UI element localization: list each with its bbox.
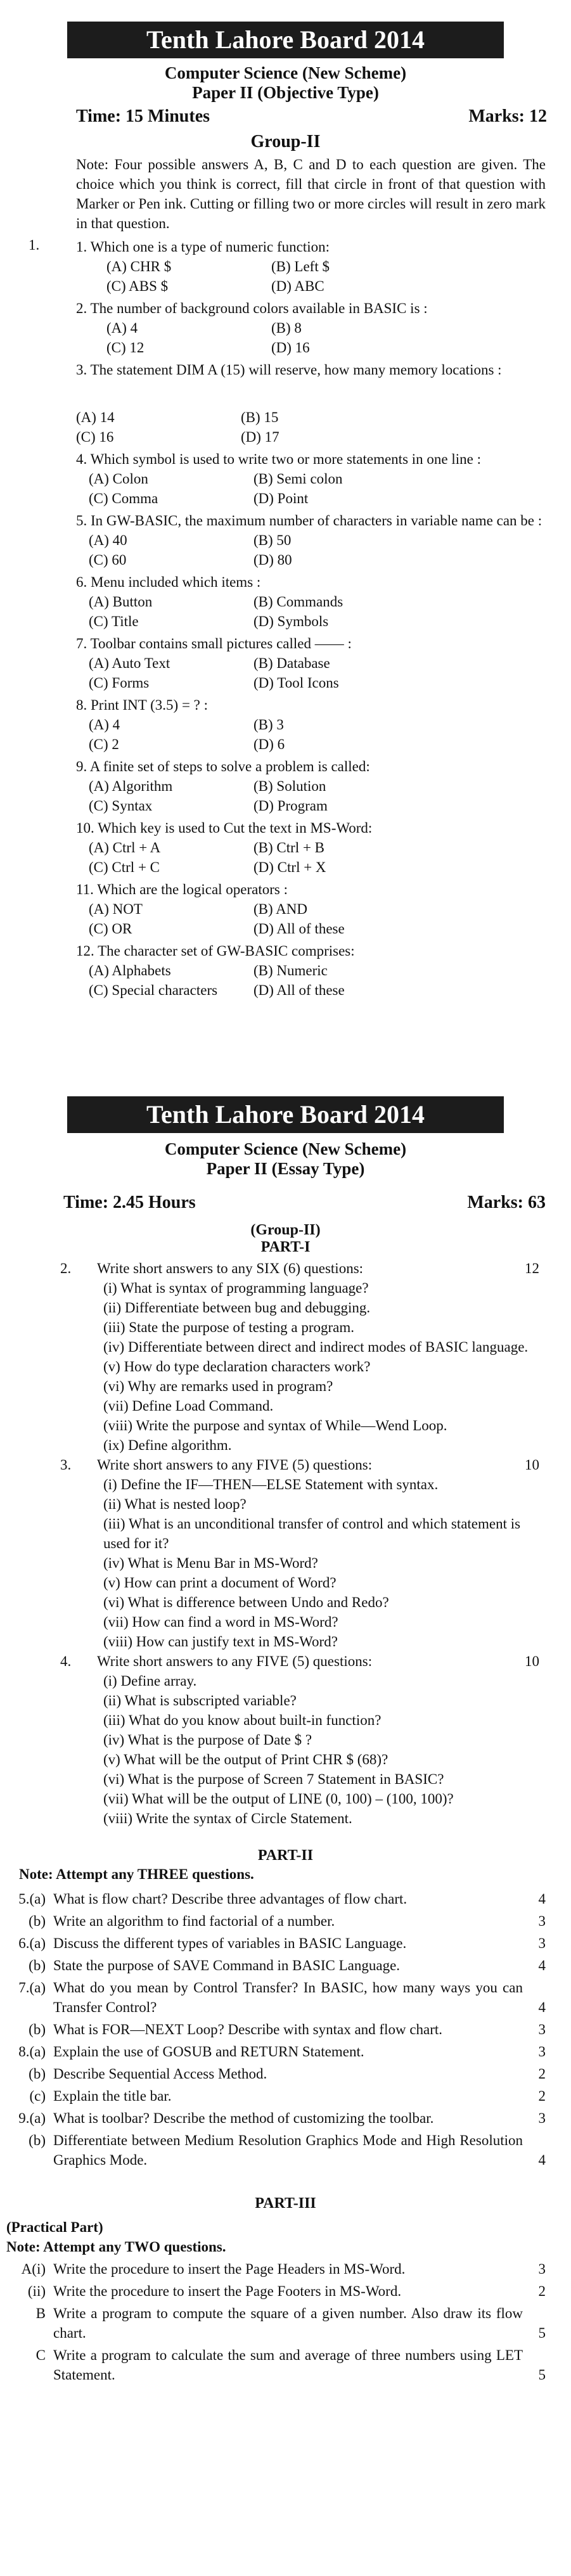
mcq-option: (A) Algorithm bbox=[89, 778, 173, 794]
short-question-item: (vi) What is difference between Undo and Redo? bbox=[103, 1594, 389, 1610]
mcq-options bbox=[89, 899, 546, 939]
practical-question-marks: 5 bbox=[538, 2367, 546, 2383]
mcq-item bbox=[76, 818, 546, 877]
long-question bbox=[6, 2131, 546, 2170]
practical-question-text: Write a program to calculate the sum and average of three numbers using LET Statement. bbox=[53, 2347, 523, 2383]
practical-question-number: C bbox=[35, 2347, 46, 2363]
mcq-option: (D) Tool Icons bbox=[253, 675, 339, 691]
mcq-question-text: 8. Print INT (3.5) = ? : bbox=[76, 697, 209, 713]
mcq-option: (D) All of these bbox=[253, 921, 345, 937]
mcq-question-text: 2. The number of background colors available in BASIC is : bbox=[76, 300, 428, 316]
mcq-option: (B) Ctrl + B bbox=[253, 840, 325, 855]
essay-group: (Group-II) bbox=[250, 1222, 321, 1238]
short-question-item: (iii) What is an unconditional transfer of control and which statement is used for it? bbox=[103, 1516, 521, 1551]
short-question-item: (iv) What is Menu Bar in MS-Word? bbox=[103, 1555, 318, 1571]
mcq-question-text: 10. Which key is used to Cut the text in MS-Word: bbox=[76, 820, 373, 836]
long-question bbox=[6, 1889, 546, 1909]
short-question-item: (vi) Why are remarks used in program? bbox=[103, 1378, 333, 1394]
mcq-option: (C) 12 bbox=[106, 340, 144, 356]
objective-subject: Computer Science (New Scheme) bbox=[164, 63, 407, 82]
short-question-item: (vi) What is the purpose of Screen 7 Statement in BASIC? bbox=[103, 1771, 444, 1787]
mcq-question-text: 4. Which symbol is used to write two or more statements in one line : bbox=[76, 451, 482, 467]
short-question-item: (iii) State the purpose of testing a program. bbox=[103, 1319, 355, 1335]
short-question-item: (ix) Define algorithm. bbox=[103, 1437, 232, 1453]
long-question-number: (b) bbox=[29, 1913, 46, 1929]
practical-question bbox=[6, 2304, 546, 2343]
long-question-number: (b) bbox=[29, 2022, 46, 2037]
part-two-title: PART-II bbox=[257, 1847, 314, 1864]
mcq-option: (A) 4 bbox=[106, 320, 138, 336]
long-question-marks: 3 bbox=[538, 1913, 546, 1929]
long-question bbox=[6, 1978, 546, 2017]
mcq-options bbox=[89, 715, 546, 754]
long-question-text: Explain the title bar. bbox=[53, 2088, 172, 2104]
long-question-marks: 2 bbox=[538, 2088, 546, 2104]
mcq-option: (D) 16 bbox=[271, 340, 310, 356]
long-question-text: What do you mean by Control Transfer? In BASIC, how many ways you can Transfer Control? bbox=[53, 1980, 523, 2015]
mcq-option: (A) 4 bbox=[89, 717, 120, 733]
long-question-text: Describe Sequential Access Method. bbox=[53, 2066, 267, 2082]
mcq-question-text: 12. The character set of GW-BASIC comprises: bbox=[76, 943, 355, 959]
mcq-question-text: 6. Menu included which items : bbox=[76, 574, 261, 590]
part-three-note: Note: Attempt any TWO questions. bbox=[6, 2239, 226, 2255]
mcq-question-text: 1. Which one is a type of numeric function: bbox=[76, 239, 330, 255]
short-question-item: (i) Define the IF—THEN—ELSE Statement with syntax. bbox=[103, 1477, 439, 1492]
short-question-item: (viii) Write the purpose and syntax of While—Wend Loop. bbox=[103, 1418, 447, 1433]
practical-question-text: Write a program to compute the square of a given number. Also draw its flow chart. bbox=[53, 2305, 523, 2341]
long-question bbox=[6, 2042, 546, 2061]
mcq-option: (B) Database bbox=[253, 655, 330, 671]
short-question-2: 2. Write short answers to any SIX (6) questions: 12 bbox=[60, 1259, 539, 1278]
long-question-marks: 3 bbox=[538, 1935, 546, 1951]
long-question-marks: 3 bbox=[538, 2044, 546, 2060]
long-question-number: 7.(a) bbox=[18, 1980, 46, 1996]
objective-banner: Tenth Lahore Board 2014 bbox=[67, 22, 504, 58]
part-one-title: PART-I bbox=[260, 1239, 311, 1255]
short-question-4-marks: 10 bbox=[525, 1653, 539, 1669]
mcq-option: (C) Special characters bbox=[89, 982, 218, 998]
essay-time: Time: 2.45 Hours bbox=[63, 1193, 196, 1212]
mcq-option: (D) 6 bbox=[253, 736, 285, 752]
objective-paper: Paper II (Objective Type) bbox=[192, 83, 379, 102]
mcq-options bbox=[106, 318, 546, 357]
mcq-option: (A) Ctrl + A bbox=[89, 840, 161, 855]
long-question-text: Discuss the different types of variables in BASIC Language. bbox=[53, 1935, 407, 1951]
short-question-item: (iv) Differentiate between direct and indirect modes of BASIC language. bbox=[103, 1339, 529, 1355]
long-question-text: Explain the use of GOSUB and RETURN Statement. bbox=[53, 2044, 364, 2060]
long-question bbox=[6, 2086, 546, 2106]
practical-question-number: B bbox=[35, 2305, 46, 2321]
mcq-option: (A) Colon bbox=[89, 471, 148, 487]
practical-question bbox=[6, 2345, 546, 2385]
mcq-option: (C) Forms bbox=[89, 675, 150, 691]
mcq-option: (C) 60 bbox=[89, 552, 127, 568]
practical-question-number: (ii) bbox=[27, 2283, 46, 2299]
short-question-item: (iv) What is the purpose of Date $ ? bbox=[103, 1732, 312, 1748]
essay-subject: Computer Science (New Scheme) bbox=[164, 1139, 407, 1158]
essay-paper: Paper II (Essay Type) bbox=[206, 1159, 365, 1178]
mcq-option: (A) Button bbox=[89, 594, 153, 610]
short-question-item: (ii) What is subscripted variable? bbox=[103, 1693, 297, 1708]
long-question-marks: 3 bbox=[538, 2022, 546, 2037]
mcq-options bbox=[76, 407, 546, 447]
objective-time: Time: 15 Minutes bbox=[76, 106, 210, 126]
long-question-text: Write an algorithm to find factorial of a number. bbox=[53, 1913, 335, 1929]
practical-question-marks: 5 bbox=[538, 2325, 546, 2341]
mcq-list bbox=[29, 237, 546, 1000]
mcq-options bbox=[89, 592, 546, 631]
mcq-item bbox=[76, 360, 546, 447]
mcq-item bbox=[76, 572, 546, 631]
practical-question bbox=[6, 2259, 546, 2279]
long-question-number: (c) bbox=[29, 2088, 46, 2104]
part-three-title: PART-III bbox=[255, 2195, 316, 2212]
mcq-option: (D) Point bbox=[253, 490, 309, 506]
mcq-option: (A) CHR $ bbox=[106, 259, 172, 274]
short-question-item: (vii) How can find a word in MS-Word? bbox=[103, 1614, 338, 1630]
mcq-options bbox=[89, 653, 546, 693]
mcq-option: (A) Alphabets bbox=[89, 963, 171, 978]
mcq-option: (B) Left $ bbox=[271, 259, 330, 274]
mcq-item bbox=[76, 880, 546, 939]
long-question-marks: 4 bbox=[538, 1958, 546, 1973]
short-question-item: (i) What is syntax of programming language? bbox=[103, 1280, 369, 1296]
mcq-option: (C) Ctrl + C bbox=[89, 859, 160, 875]
mcq-option: (B) Semi colon bbox=[253, 471, 343, 487]
short-question-4: 4. Write short answers to any FIVE (5) questions: 10 bbox=[60, 1651, 539, 1671]
mcq-item bbox=[76, 695, 546, 754]
long-question-text: State the purpose of SAVE Command in BASIC Language. bbox=[53, 1958, 401, 1973]
mcq-option: (B) 50 bbox=[253, 532, 292, 548]
objective-marks: Marks: 12 bbox=[468, 106, 547, 126]
mcq-option: (B) AND bbox=[253, 901, 307, 917]
mcq-option: (B) 8 bbox=[271, 320, 302, 336]
short-question-item: (i) Define array. bbox=[103, 1673, 197, 1689]
short-question-item: (iii) What do you know about built-in function? bbox=[103, 1712, 382, 1728]
mcq-question-text: 3. The statement DIM A (15) will reserve, how many memory locations : bbox=[76, 362, 502, 378]
long-question-number: 6.(a) bbox=[18, 1935, 46, 1951]
mcq-option: (C) Comma bbox=[89, 490, 158, 506]
practical-question-marks: 3 bbox=[538, 2261, 546, 2277]
mcq-item bbox=[76, 757, 546, 816]
mcq-option: (B) 3 bbox=[253, 717, 284, 733]
long-question-marks: 4 bbox=[538, 1891, 546, 1907]
long-question-text: What is toolbar? Describe the method of customizing the toolbar. bbox=[53, 2110, 434, 2126]
long-question-marks: 4 bbox=[538, 2152, 546, 2168]
mcq-question-number: 1. bbox=[29, 237, 40, 253]
mcq-option: (D) 17 bbox=[241, 429, 279, 445]
mcq-option: (A) Auto Text bbox=[89, 655, 170, 671]
short-question-item: (ii) What is nested loop? bbox=[103, 1496, 247, 1512]
mcq-option: (C) 2 bbox=[89, 736, 119, 752]
short-question-item: (viii) How can justify text in MS-Word? bbox=[103, 1634, 338, 1650]
short-question-item: (vii) Define Load Command. bbox=[103, 1398, 274, 1414]
long-question-text: What is FOR—NEXT Loop? Describe with syntax and flow chart. bbox=[53, 2022, 443, 2037]
long-question bbox=[6, 2020, 546, 2039]
short-question-item: (ii) Differentiate between bug and debugging. bbox=[103, 1300, 371, 1316]
mcq-option: (B) Commands bbox=[253, 594, 343, 610]
mcq-option: (C) ABS $ bbox=[106, 278, 169, 294]
long-question-text: What is flow chart? Describe three advantages of flow chart. bbox=[53, 1891, 407, 1907]
mcq-item bbox=[76, 298, 546, 357]
mcq-question-text: 9. A finite set of steps to solve a problem is called: bbox=[76, 759, 370, 774]
essay-marks: Marks: 63 bbox=[467, 1193, 546, 1212]
mcq-options bbox=[89, 838, 546, 877]
long-question bbox=[6, 1956, 546, 1975]
short-question-3: 3. Write short answers to any FIVE (5) questions: 10 bbox=[60, 1455, 539, 1475]
mcq-option: (D) Symbols bbox=[253, 613, 329, 629]
short-question-item: (v) How can print a document of Word? bbox=[103, 1575, 337, 1591]
long-question-number: 9.(a) bbox=[18, 2110, 46, 2126]
long-question-number: (b) bbox=[29, 1958, 46, 1973]
long-question-number: 5.(a) bbox=[18, 1891, 46, 1907]
objective-note: Note: Four possible answers A, B, C and D to each question are given. The choice which you think is correct, fill that circle in front of that question with Marker or Pen ink. Cutting or filling two or more circles will result in zero mark in that question. bbox=[76, 157, 546, 231]
mcq-option: (C) Title bbox=[89, 613, 139, 629]
short-question-2-marks: 12 bbox=[525, 1260, 539, 1276]
mcq-item bbox=[76, 237, 546, 296]
mcq-option: (D) ABC bbox=[271, 278, 324, 294]
mcq-item bbox=[76, 634, 546, 693]
mcq-option: (C) OR bbox=[89, 921, 132, 937]
long-question-number: 8.(a) bbox=[18, 2044, 46, 2060]
mcq-option: (B) Numeric bbox=[253, 963, 328, 978]
short-question-item: (vii) What will be the output of LINE (0, 100) – (100, 100)? bbox=[103, 1791, 454, 1807]
long-question bbox=[6, 2108, 546, 2128]
practical-question bbox=[6, 2281, 546, 2301]
practical-question-number: A(i) bbox=[21, 2261, 46, 2277]
mcq-option: (D) Ctrl + X bbox=[253, 859, 326, 875]
long-question-number: (b) bbox=[29, 2066, 46, 2082]
practical-question-text: Write the procedure to insert the Page Headers in MS-Word. bbox=[53, 2261, 406, 2277]
long-question-marks: 2 bbox=[538, 2066, 546, 2082]
mcq-option: (B) Solution bbox=[253, 778, 326, 794]
long-question bbox=[6, 1933, 546, 1953]
mcq-option: (A) 14 bbox=[76, 409, 115, 425]
short-question-item: (v) What will be the output of Print CHR $ (68)? bbox=[103, 1752, 388, 1767]
practical-question-marks: 2 bbox=[538, 2283, 546, 2299]
short-question-item: (v) How do type declaration characters work? bbox=[103, 1359, 371, 1375]
part-two-note: Note: Attempt any THREE questions. bbox=[19, 1866, 254, 1882]
mcq-question-text: 5. In GW-BASIC, the maximum number of characters in variable name can be : bbox=[76, 513, 542, 529]
mcq-question-text: 11. Which are the logical operators : bbox=[76, 881, 288, 897]
long-question bbox=[6, 2064, 546, 2084]
mcq-option: (D) All of these bbox=[253, 982, 345, 998]
mcq-options bbox=[89, 776, 546, 816]
mcq-option: (D) Program bbox=[253, 798, 328, 814]
objective-group: Group-II bbox=[250, 132, 321, 151]
long-question-marks: 4 bbox=[538, 1999, 546, 2015]
long-question bbox=[6, 1911, 546, 1931]
mcq-item bbox=[76, 511, 546, 570]
mcq-option: (A) NOT bbox=[89, 901, 143, 917]
mcq-options bbox=[89, 530, 546, 570]
essay-banner: Tenth Lahore Board 2014 bbox=[67, 1096, 504, 1133]
practical-question-text: Write the procedure to insert the Page Footers in MS-Word. bbox=[53, 2283, 402, 2299]
long-question-text: Differentiate between Medium Resolution Graphics Mode and High Resolution Graphics Mode. bbox=[53, 2132, 523, 2168]
mcq-option: (C) Syntax bbox=[89, 798, 153, 814]
short-question-item: (viii) Write the syntax of Circle Statement. bbox=[103, 1810, 352, 1826]
mcq-option: (A) 40 bbox=[89, 532, 127, 548]
mcq-item bbox=[76, 941, 546, 1000]
long-question-number: (b) bbox=[29, 2132, 46, 2148]
mcq-option: (C) 16 bbox=[76, 429, 114, 445]
mcq-options bbox=[89, 961, 546, 1000]
mcq-item bbox=[76, 449, 546, 508]
practical-part-title: (Practical Part) bbox=[6, 2219, 103, 2235]
mcq-question-text: 7. Toolbar contains small pictures called —— : bbox=[76, 636, 352, 651]
mcq-option: (D) 80 bbox=[253, 552, 292, 568]
mcq-option: (B) 15 bbox=[241, 409, 279, 425]
mcq-options bbox=[106, 257, 546, 296]
short-question-3-marks: 10 bbox=[525, 1457, 539, 1473]
mcq-options bbox=[89, 469, 546, 508]
long-question-marks: 3 bbox=[538, 2110, 546, 2126]
